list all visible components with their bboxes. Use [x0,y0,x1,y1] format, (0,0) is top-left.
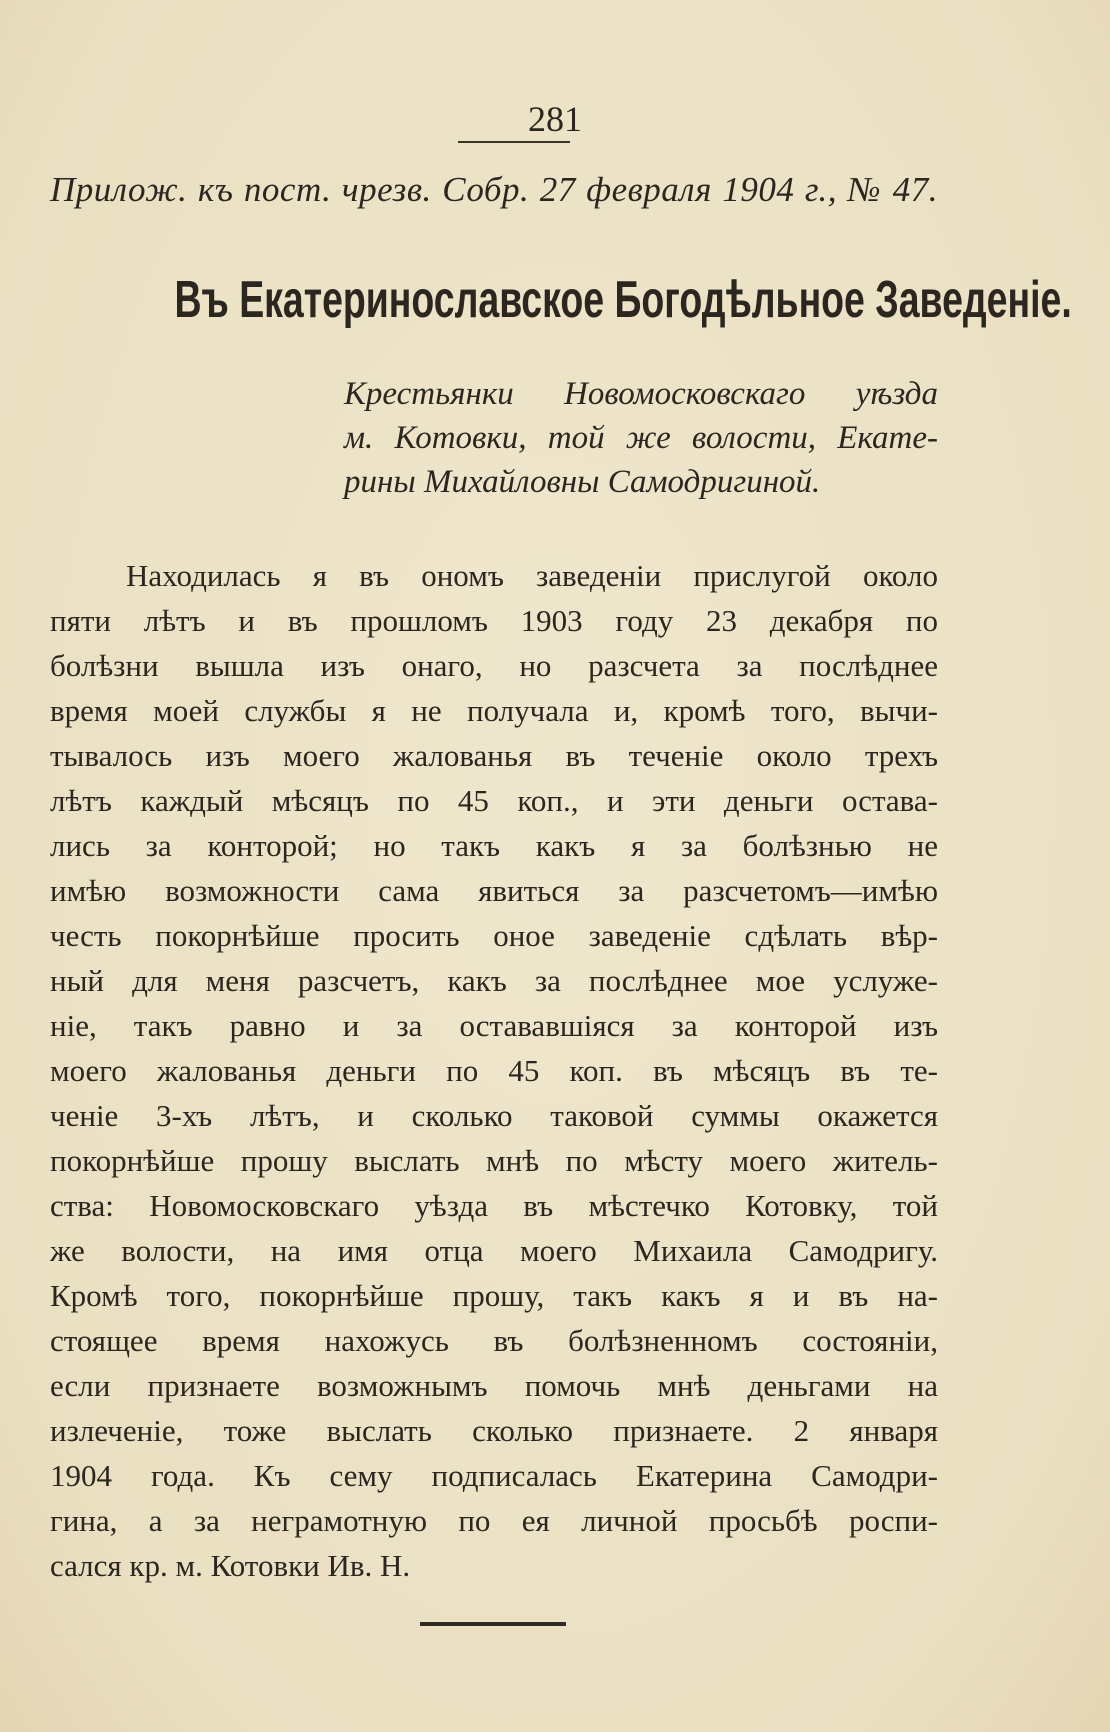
body-line: тывалось изъ моего жалованья въ теченiе около трехъ [50,738,938,773]
appendix-subtitle: Прилож. къ пост. чрезв. Собр. 27 февраля 1904 г., № 47. [50,170,938,209]
body-line: имѣю возможности сама явиться за разсчетомъ—имѣю [50,873,938,908]
body-line: же волости, на имя отца моего Михаила Самодригу. [50,1233,938,1268]
body-line: нiе, такъ равно и за остававшiяся за конторой изъ [50,1008,938,1043]
body-line: болѣзни вышла изъ онаго, но разсчета за послѣднее [50,648,938,683]
document-title [0,270,1110,330]
body-line: ный для меня разсчетъ, какъ за послѣднее мое услуже- [50,963,938,998]
end-rule [420,1622,566,1626]
sender-line: Крестьянки Новомосковскаго уѣзда [344,376,938,412]
body-line: покорнѣйше прошу выслать мнѣ по мѣсту моего житель- [50,1143,938,1178]
body-line: ства: Новомосковскаго уѣзда въ мѣстечко Котовку, той [50,1188,938,1223]
body-line: 1904 года. Къ сему подписалась Екатерина Самодри- [50,1458,938,1493]
body-line: излеченiе, тоже выслать сколько признаете. 2 января [50,1413,938,1448]
sender-line: м. Котовки, той же волости, Екате- [344,420,938,456]
body-line: стоящее время нахожусь въ болѣзненномъ состоянiи, [50,1323,938,1358]
letter-body [50,553,938,1588]
sender-line: рины Михайловны Самодригиной. [344,464,821,500]
sender-block [344,372,938,504]
body-line: моего жалованья деньги по 45 коп. въ мѣсяцъ въ те- [50,1053,938,1088]
body-line: Находилась я въ ономъ заведенiи прислугой около [126,558,938,593]
body-line: гина, а за неграмотную по ея личной просьбѣ роспи- [50,1503,938,1538]
page-number-rule [458,141,570,143]
title-text: Въ Екатеринославское Богодѣльное Заведенiе. [174,271,1072,329]
body-line: пяти лѣтъ и въ прошломъ 1903 году 23 декабря по [50,603,938,638]
body-line: лись за конторой; но такъ какъ я за болѣзнью не [50,828,938,863]
body-line: если признаете возможнымъ помочь мнѣ деньгами на [50,1368,938,1403]
body-line: Кромѣ того, покорнѣйше прошу, такъ какъ я и въ на- [50,1278,938,1313]
body-line: время моей службы я не получала и, кромѣ того, вычи- [50,693,938,728]
body-line: сался кр. м. Котовки Ив. Н. [50,1548,411,1583]
body-line: ченiе 3-хъ лѣтъ, и сколько таковой суммы окажется [50,1098,938,1133]
body-line: честь покорнѣйше просить оное заведенiе сдѣлать вѣр- [50,918,938,953]
page-number: 281 [528,99,582,139]
body-line: лѣтъ каждый мѣсяцъ по 45 коп., и эти деньги остава- [50,783,938,818]
